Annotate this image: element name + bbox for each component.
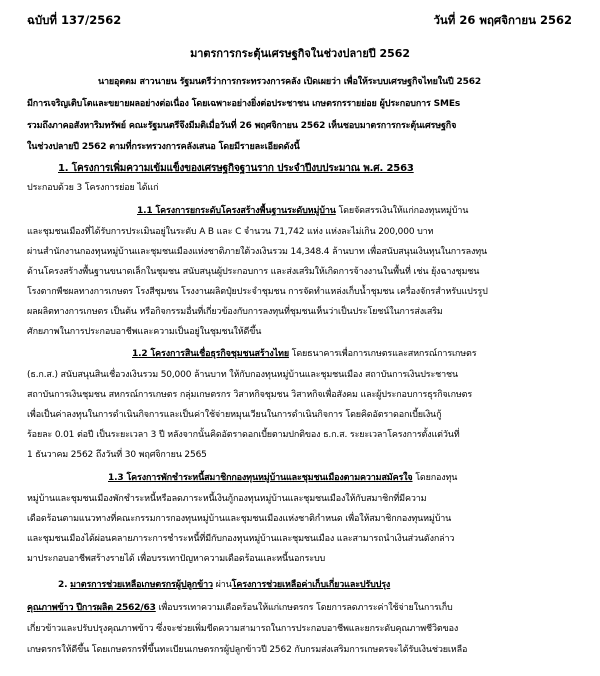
item-1-2-line: 1 ธันวาคม 2562 ถึงวันที่ 30 พฤศจิกายน 2565: [27, 450, 207, 460]
section-1-subline: ประกอบด้วย 3 โครงการย่อย ได้แก่: [27, 183, 159, 193]
section-2-heading: [58, 579, 390, 591]
section-1-heading: [58, 163, 414, 175]
section-2-line2-rest: เพื่อบรรเทาความเดือดร้อนให้แก่เกษตรกร โดยการลดภาระค่าใช้จ่ายในการเก็บ: [155, 603, 453, 613]
item-1-2-line: (ธ.ก.ส.) สนับสนุนสินเชื่อวงเงินรวม 50,000 ล้านบาท ให้กับกองทุนหมู่บ้านและชุมชนเมือง สถาบันการเงินประชาชน: [27, 370, 458, 380]
item-1-3-line: หมู่บ้านและชุมชนเมืองพักชำระหนี้หรือลดภาระหนี้เงินกู้กองทุนหมู่บ้านและชุมชนเมืองให้กับสมาชิกที่มีความ: [27, 494, 427, 504]
document-number: ฉบับที่ 137/2562: [27, 13, 122, 27]
item-1-2-line: สถาบันการเงินชุมชน สหกรณ์การเกษตร กลุ่มเกษตรกร วิสาหกิจชุมชน วิสาหกิจเพื่อสังคม และผู้ประกอบการธุรกิจเกษตร: [27, 390, 473, 400]
section-2-heading-mid: ผ่าน: [212, 580, 232, 590]
item-1-2-first-rest: โดยธนาคารเพื่อการเกษตรและสหกรณ์การเกษตร: [288, 349, 477, 359]
intro-line-3: รวมถึงภาคอสังหาริมทรัพย์ คณะรัฐมนตรีจึงมีมติเมื่อวันที่ 26 พฤศจิกายน 2562 เห็นชอบมาตรการกระตุ้นเศรษฐกิจ: [27, 121, 457, 131]
item-1-2-line: เพื่อเป็นค่าลงทุนในการดำเนินกิจการและเป็นค่าใช้จ่ายหมุนเวียนในการดำเนินกิจการ โดยคิดอัตราดอกเบี้ยเงินกู้: [27, 410, 442, 420]
item-1-3-title: 1.3 โครงการพักชำระหนี้สมาชิกกองทุนหมู่บ้านและชุมชนเมืองตามความสมัครใจ: [108, 473, 413, 483]
item-1-1-line: โรงตากพืชผลทางการเกษตร โรงสีชุมชน โรงงานผลิตปุ๋ยประจำชุมชน การจัดทำแหล่งเก็บน้ำชุมชน เครื่องจักรสำหรับแปรรูป: [27, 287, 488, 297]
document-title: มาตรการกระตุ้นเศรษฐกิจในช่วงปลายปี 2562: [190, 47, 410, 60]
item-1-1-first-line: [137, 205, 468, 217]
item-1-1-line: และชุมชนเมืองที่ได้รับการประเมินอยู่ในระดับ A B และ C จำนวน 71,742 แห่ง แห่งละไม่เกิน 200,000 บาท: [27, 227, 434, 237]
intro-line-2: มีการเจริญเติบโตและขยายผลอย่างต่อเนื่อง โดยเฉพาะอย่างยิ่งต่อประชาชน เกษตรกรรายย่อย ผู้ประกอบการ SMEs: [27, 99, 461, 109]
item-1-1-title: 1.1 โครงการยกระดับโครงสร้างพื้นฐานระดับหมู่บ้าน: [137, 206, 336, 216]
section-2-line2-underlined: คุณภาพข้าว ปีการผลิต 2562/63: [27, 603, 156, 613]
section-2-line-2: [27, 602, 453, 614]
intro-line-1: นายอุตตม สาวนายน รัฐมนตรีว่าการกระทรวงการคลัง เปิดเผยว่า เพื่อให้ระบบเศรษฐกิจไทยในปี 2562: [98, 77, 481, 87]
item-1-1-line: ผลผลิตทางการเกษตร เป็นต้น หรือกิจกรรมอื่นที่เกี่ยวข้องกับการลงทุนที่ชุมชนเห็นว่าเป็นประโยชน์ในการส่งเสริม: [27, 307, 443, 317]
section-1-heading-text: 1. โครงการเพิ่มความเข้มแข็งของเศรษฐกิจฐานราก ประจำปีงบประมาณ พ.ศ. 2563: [58, 163, 414, 174]
item-1-1-line: ผ่านสำนักงานกองทุนหมู่บ้านและชุมชนเมืองแห่งชาติภายใต้วงเงินรวม 14,348.4 ล้านบาท เพื่อสนับสนุนเงินทุนในการลงทุน: [27, 247, 488, 257]
intro-line-4: ในช่วงปลายปี 2562 ตามที่กระทรวงการคลังเสนอ โดยมีรายละเอียดดังนี้: [27, 142, 300, 152]
item-1-1-first-rest: โดยจัดสรรเงินให้แก่กองทุนหมู่บ้าน: [335, 206, 469, 216]
item-1-2-title: 1.2 โครงการสินเชื่อธุรกิจชุมชนสร้างไทย: [132, 349, 289, 359]
item-1-3-first-rest: โดยกองทุน: [412, 473, 458, 483]
section-2-heading-bold: มาตรการช่วยเหลือเกษตรกรผู้ปลูกข้าว: [70, 580, 213, 590]
document-date: วันที่ 26 พฤศจิกายน 2562: [433, 13, 572, 27]
section-2-line: เกษตรกรให้ดีขึ้น โดยเกษตรกรที่ขึ้นทะเบียนเกษตรกรผู้ปลูกข้าวปี 2562 กับกรมส่งเสริมการเกษตรจะได้รับเงินช่วยเหลือ: [27, 645, 468, 655]
item-1-3-first-line: [108, 472, 457, 484]
item-1-3-line: มาประกอบอาชีพสร้างรายได้ เพื่อบรรเทาปัญหาความเดือดร้อนและหนี้นอกระบบ: [27, 554, 326, 564]
item-1-1-line: ด้านโครงสร้างพื้นฐานขนาดเล็กในชุมชน สนับสนุนผู้ประกอบการ และส่งเสริมให้เกิดการจ้างงานในพื้นที่ เช่น ยุ้งฉางชุมชน: [27, 267, 480, 277]
item-1-2-first-line: [132, 348, 476, 360]
item-1-3-line: และชุมชนเมืองได้ผ่อนคลายภาระการชำระหนี้ที่มีกับกองทุนหมู่บ้านและชุมชนเมือง และสามารถนำเงินส่วนดังกล่าว: [27, 534, 455, 544]
item-1-1-line: ศักยภาพในการประกอบอาชีพและความเป็นอยู่ในชุมชนให้ดีขึ้น: [27, 327, 262, 337]
section-2-heading-underlined: โครงการช่วยเหลือค่าเก็บเกี่ยวและปรับปรุง: [231, 580, 391, 590]
section-2-number: 2.: [58, 580, 68, 590]
item-1-2-line: ร้อยละ 0.01 ต่อปี เป็นระยะเวลา 3 ปี หลังจากนั้นคิดอัตราดอกเบี้ยตามปกติของ ธ.ก.ส. ระยะเวลาโครงการตั้งแต่วันที่: [27, 430, 460, 440]
item-1-3-line: เดือดร้อนตามแนวทางที่คณะกรรมการกองทุนหมู่บ้านและชุมชนเมืองแห่งชาติกำหนด เพื่อให้สมาชิกกองทุนหมู่บ้าน: [27, 514, 452, 524]
section-2-line: เกี่ยวข้าวและปรับปรุงคุณภาพข้าว ซึ่งจะช่วยเพิ่มขีดความสามารถในการประกอบอาชีพและยกระดับคุณภาพชีวิตของ: [27, 624, 459, 634]
